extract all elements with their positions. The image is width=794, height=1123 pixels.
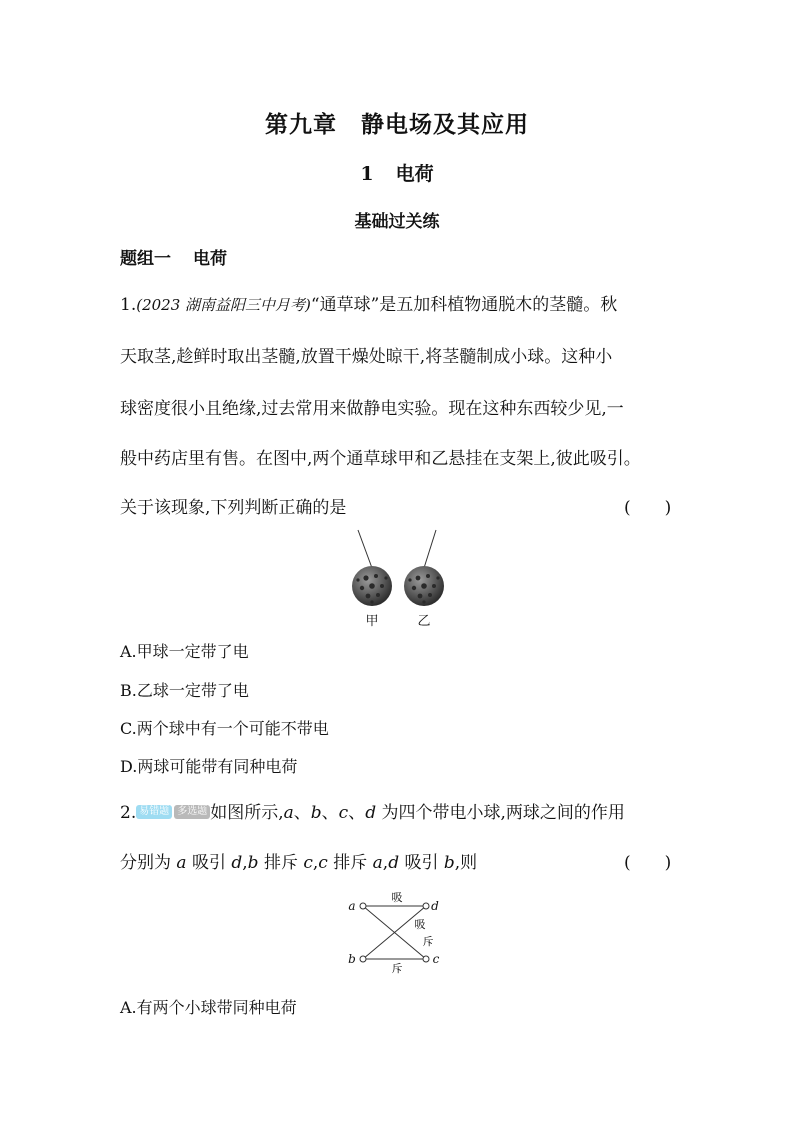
edge-label-a-d: 吸 xyxy=(391,891,403,904)
q2-l2-0: 分别为 xyxy=(120,853,177,873)
q2-l2-3: d xyxy=(231,853,243,873)
q1-text-1: “通草球”是五加科植物通脱木的茎髓。秋 xyxy=(310,295,618,315)
q1-option-c: C.两个球中有一个可能不带电 xyxy=(120,719,329,738)
tag-multiple-choice: 多选题 xyxy=(174,805,210,819)
node-c xyxy=(423,956,429,962)
q1-line-4: 般中药店里有售。在图中,两个通草球甲和乙悬挂在支架上,彼此吸引。 xyxy=(120,449,641,469)
q2-l2-12: , xyxy=(382,853,389,873)
q2-l2-16: ,则 xyxy=(454,853,478,873)
q2-l2-13: d xyxy=(388,853,400,873)
q2-number: 2. xyxy=(120,803,137,823)
q1-answer-paren: ( ) xyxy=(624,498,672,518)
node-label-c: c xyxy=(432,952,440,966)
q2-l2-7: c xyxy=(303,853,313,873)
q2-l2-15: b xyxy=(443,853,455,873)
edge-label-b-c: 斥 xyxy=(391,962,403,974)
edge-label-d-b: 吸 xyxy=(414,918,426,931)
q2-l2-14: 吸引 xyxy=(399,853,444,873)
interaction-diagram xyxy=(340,888,450,974)
group-heading xyxy=(120,244,227,269)
q2-l2-10: 排斥 xyxy=(327,853,373,873)
section-title: 电荷 xyxy=(395,163,434,185)
pith-balls-figure xyxy=(338,528,458,630)
q2-l2-1: a xyxy=(176,853,187,873)
thread-right xyxy=(424,530,436,568)
q2-l2-4: , xyxy=(242,853,248,873)
section-heading xyxy=(0,159,794,186)
q2-t4: 、 xyxy=(348,803,366,823)
q2-l2-2: 吸引 xyxy=(186,853,232,873)
var-b: b xyxy=(310,803,322,823)
q2-l2-11: a xyxy=(372,853,383,873)
tag-error-prone: 易错题 xyxy=(136,805,172,819)
q1-option-a: A.甲球一定带了电 xyxy=(120,642,249,661)
q2-line-1 xyxy=(120,798,625,823)
label-jia: 甲 xyxy=(365,614,379,629)
q2-l2-9: c xyxy=(318,853,328,873)
q1-option-b: B.乙球一定带了电 xyxy=(120,681,249,700)
q1-option-d: D.两球可能带有同种电荷 xyxy=(120,757,298,776)
q2-t3: 、 xyxy=(321,803,339,823)
q2-answer-paren: ( ) xyxy=(624,853,672,873)
q2-l2-8: , xyxy=(312,853,319,873)
q1-line-5: 关于该现象,下列判断正确的是 xyxy=(120,498,347,518)
var-c: c xyxy=(338,803,349,823)
q2-t5: 为四个带电小球,两球之间的作用 xyxy=(376,803,625,823)
var-a: a xyxy=(283,803,294,823)
edge-label-c-a: 斥 xyxy=(422,935,434,948)
q2-t2: 、 xyxy=(293,803,311,823)
var-d: d xyxy=(365,803,377,823)
q1-source: (2023 湖南益阳三中月考) xyxy=(136,296,311,314)
node-label-a: a xyxy=(348,899,356,913)
pith-ball-jia xyxy=(352,566,392,606)
node-d xyxy=(423,903,429,909)
section-number: 1 xyxy=(360,163,374,185)
chapter-title: 第九章 静电场及其应用 xyxy=(265,111,529,138)
q2-option-a: A.有两个小球带同种电荷 xyxy=(120,998,297,1017)
label-yi: 乙 xyxy=(417,614,431,629)
pith-ball-yi xyxy=(404,566,444,606)
node-a xyxy=(360,903,366,909)
q1-line-1 xyxy=(120,290,617,315)
q2-l2-5: b xyxy=(247,853,259,873)
practice-title: 基础过关练 xyxy=(354,212,440,232)
q1-number: 1. xyxy=(120,295,137,315)
thread-left xyxy=(358,530,372,568)
node-b xyxy=(360,956,366,962)
q2-line-2 xyxy=(120,848,477,873)
node-label-b: b xyxy=(348,952,356,966)
q2-t1: 如图所示, xyxy=(210,803,284,823)
q1-line-3: 球密度很小且绝缘,过去常用来做静电实验。现在这种东西较少见,一 xyxy=(120,399,624,419)
q1-line-2: 天取茎,趁鲜时取出茎髓,放置干燥处晾干,将茎髓制成小球。这种小 xyxy=(120,347,613,367)
group-title: 电荷 xyxy=(193,249,227,269)
q2-l2-6: 排斥 xyxy=(258,853,304,873)
node-label-d: d xyxy=(431,899,439,913)
group-label: 题组一 xyxy=(120,249,171,269)
